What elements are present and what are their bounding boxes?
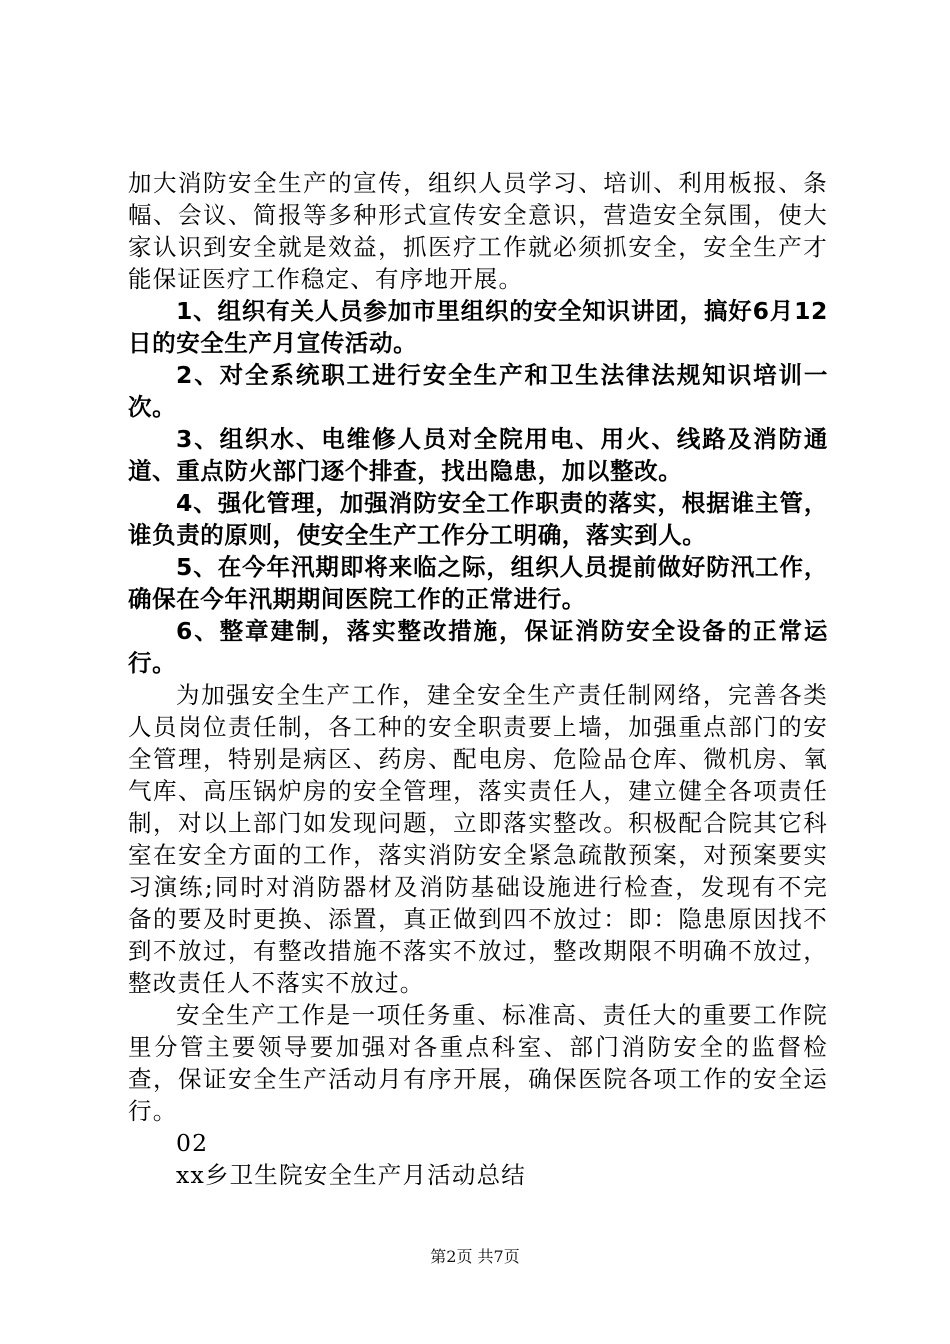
page-footer: 第2页 共7页 <box>430 1247 520 1266</box>
list-item-1: 1、组织有关人员参加市里组织的安全知识讲团，搞好6月12日的安全生产月宣传活动。 <box>128 297 828 357</box>
list-item-2: 2、对全系统职工进行安全生产和卫生法律法规知识培训一次。 <box>128 361 828 421</box>
list-item-5: 5、在今年汛期即将来临之际，组织人员提前做好防汛工作，确保在今年汛期期间医院工作的正常进行。 <box>128 553 828 613</box>
list-item-3: 3、组织水、电维修人员对全院用电、用火、线路及消防通道、重点防火部门逐个排查，找出隐患，加以整改。 <box>128 425 828 485</box>
list-item-4: 4、强化管理，加强消防安全工作职责的落实，根据谁主管，谁负责的原则，使安全生产工作分工明确，落实到人。 <box>128 489 828 549</box>
paragraph-conclusion: 安全生产工作是一项任务重、标准高、责任大的重要工作院里分管主要领导要加强对各重点科室、部门消防安全的监督检查，保证安全生产活动月有序开展，确保医院各项工作的安全运行。 <box>128 1001 828 1125</box>
section-title: xx乡卫生院安全生产月活动总结 <box>176 1161 527 1189</box>
section-number: 02 <box>176 1129 209 1157</box>
list-item-6: 6、整章建制，落实整改措施，保证消防安全设备的正常运行。 <box>128 617 828 677</box>
paragraph-responsibility: 为加强安全生产工作，建全安全生产责任制网络，完善各类人员岗位责任制，各工种的安全职责要上墙，加强重点部门的安全管理，特别是病区、药房、配电房、危险品仓库、微机房、氧气库、高压锅炉房的安全管理，落实责任人，建立健全各项责任制，对以上部门如发现问题，立即落实整改。积极配合院其它科室在安全方面的工作，落实消防安全紧急疏散预案，对预案要实习演练;同时对消防器材及消防基础设施进行检查，发现有不完备的要及时更换、添置，真正做到四不放过：即：隐患原因找不到不放过，有整改措施不落实不放过，整改期限不明确不放过，整改责任人不落实不放过。 <box>128 681 828 997</box>
paragraph-intro: 加大消防安全生产的宣传，组织人员学习、培训、利用板报、条幅、会议、简报等多种形式宣传安全意识，营造安全氛围，使大家认识到安全就是效益，抓医疗工作就必须抓安全，安全生产才能保证医疗工作稳定、有序地开展。 <box>128 169 828 293</box>
document-body <box>128 167 828 1191</box>
